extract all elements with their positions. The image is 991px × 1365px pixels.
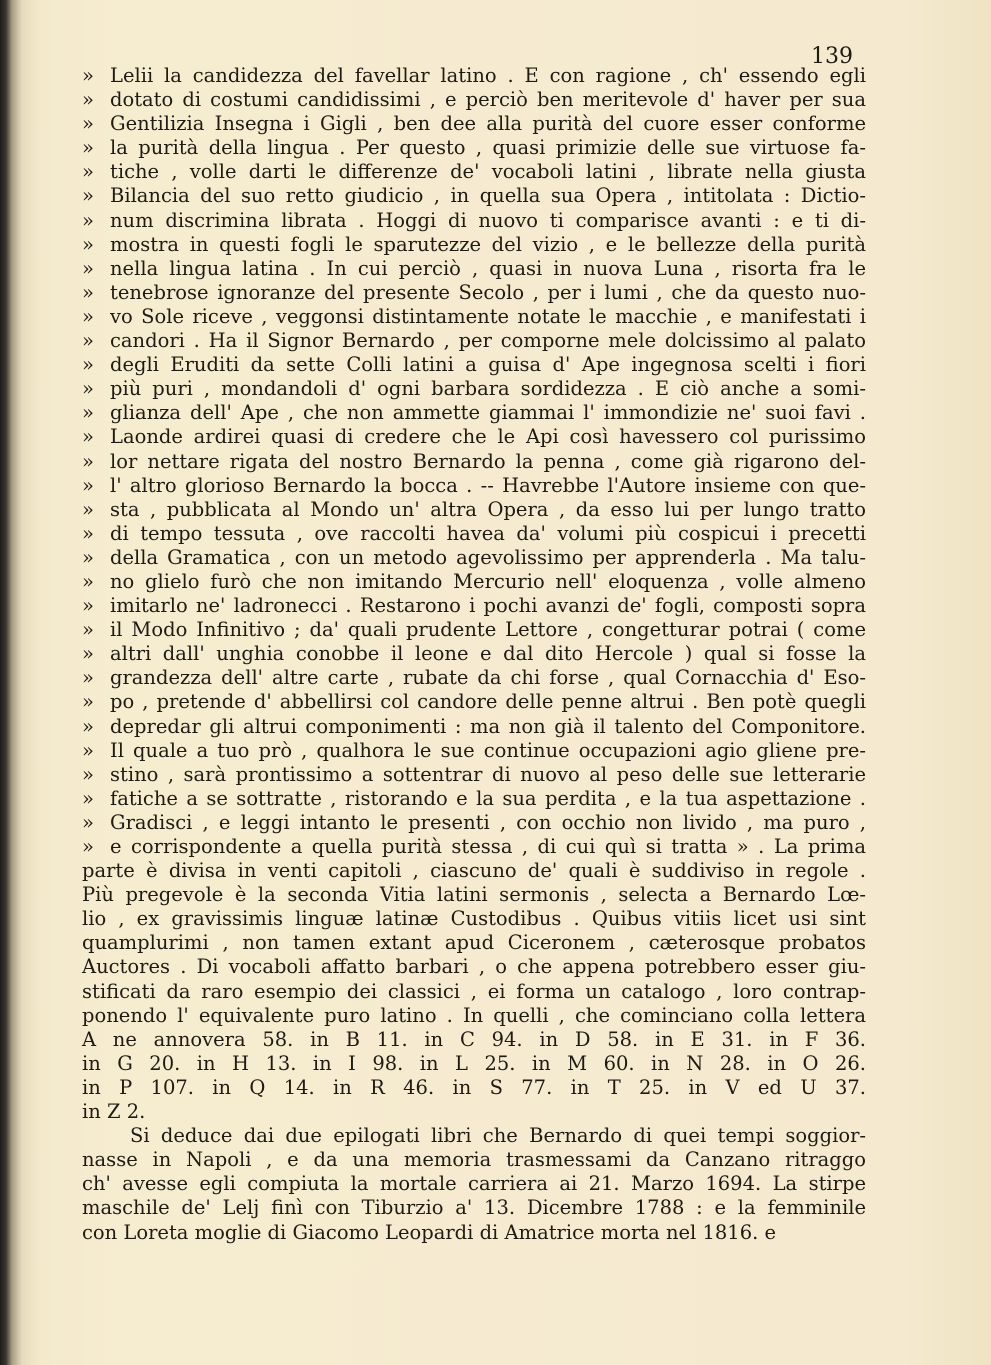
quote-mark: » — [82, 810, 94, 834]
text-line — [82, 1221, 882, 1245]
quote-mark: » — [82, 64, 94, 87]
quote-mark: » — [82, 762, 94, 786]
quote-mark: » — [82, 112, 94, 136]
quote-mark: » — [82, 280, 94, 304]
text-line — [82, 1004, 882, 1028]
line-text: candori . Ha il Signor Bernardo , per comporne mele dolcissimo al palato — [110, 329, 866, 353]
line-text: ponendo l' equivalente puro latino . In quelli , che cominciano colla lettera — [82, 1003, 866, 1027]
line-text: la purità della lingua . Per questo , quasi primizie delle sue virtuose fa- — [110, 136, 866, 160]
text-line — [82, 329, 882, 353]
text-line — [82, 594, 882, 618]
text-line — [82, 763, 882, 787]
text-line — [82, 498, 882, 522]
text-line — [82, 88, 882, 112]
text-line — [82, 377, 882, 401]
text-line — [82, 1076, 882, 1100]
line-text: dotato di costumi candidissimi , e perciò ben meritevole d' haver per sua — [110, 88, 866, 112]
text-line — [82, 666, 882, 690]
text-line — [82, 353, 882, 377]
line-text: no glielo furò che non imitando Mercurio nell' eloquenza , volle almeno — [110, 569, 866, 593]
line-text: lor nettare rigata del nostro Bernardo la penna , come già rigarono del- — [110, 449, 866, 473]
text-line — [82, 715, 882, 739]
quote-mark: » — [82, 594, 94, 618]
line-text: di tempo tessuta , ove raccolti havea da' volumi più cospicui i precetti — [110, 521, 866, 545]
line-text: num discrimina librata . Hoggi di nuovo ti comparisce avanti : e ti di- — [110, 208, 866, 232]
line-text: più puri , mondandoli d' ogni barbara sordidezza . E ciò anche a somi- — [110, 377, 866, 401]
line-text: grandezza dell' altre carte , rubate da chi forse , qual Cornacchia d' Eso- — [110, 666, 866, 690]
text-line — [82, 931, 882, 955]
quote-mark: » — [82, 497, 94, 521]
text-line — [82, 1100, 882, 1124]
quote-mark: » — [82, 184, 94, 208]
line-text: degli Eruditi da sette Colli latini a guisa d' Ape ingegnosa scelti i fiori — [110, 353, 866, 377]
line-text: stino , sarà prontissimo a sottentrar di nuovo al peso delle sue letterarie — [110, 762, 866, 786]
line-text: Gentilizia Insegna i Gigli , ben dee alla purità del cuore esser conforme — [110, 112, 866, 136]
text-line — [82, 281, 882, 305]
text-line — [82, 160, 882, 184]
text-line — [82, 883, 882, 907]
text-line — [82, 1148, 882, 1172]
line-text: glianza dell' Ape , che non ammette giammai l' immondizie ne' suoi favi . — [110, 401, 866, 425]
line-text: mostra in questi fogli le sparutezze del vizio , e le bellezze della purità — [110, 232, 866, 256]
text-line — [82, 305, 882, 329]
quote-mark: » — [82, 786, 94, 810]
text-line — [82, 474, 882, 498]
text-line — [82, 209, 882, 233]
text-line — [82, 136, 882, 160]
line-text: Lelii la candidezza del favellar latino . E con ragione , ch' essendo egli — [110, 64, 866, 87]
line-text: Laonde ardirei quasi di credere che le Api così havessero col purissimo — [110, 425, 866, 449]
text-line — [82, 955, 882, 979]
line-text: Bilancia del suo retto giudicio , in quella sua Opera , intitolata : Dictio- — [110, 184, 866, 208]
quote-mark: » — [82, 208, 94, 232]
line-text: e corrispondente a quella purità stessa , di cui quì si tratta » . La prima — [110, 835, 866, 858]
text-line — [82, 1052, 882, 1076]
page-number: 139 — [811, 44, 853, 69]
line-text: con Loreta moglie di Giacomo Leopardi di Amatrice morta nel 1816. e — [82, 1220, 777, 1244]
quote-mark: » — [82, 377, 94, 401]
line-text: Auctores . Di vocaboli affatto barbari , o che appena potrebbero esser giu- — [82, 955, 866, 979]
text-line — [82, 450, 882, 474]
text-line — [82, 1172, 882, 1196]
line-text: stificati da raro esempio dei classici , ei forma un catalogo , loro contrap- — [82, 979, 866, 1003]
line-text: Il quale a tuo prò , qualhora le sue continue occupazioni agio gliene pre- — [110, 738, 866, 762]
quote-mark: » — [82, 88, 94, 112]
text-line — [82, 112, 882, 136]
text-line — [82, 618, 882, 642]
line-text: altri dall' unghia conobbe il leone e dal dito Hercole ) qual si fosse la — [110, 642, 866, 666]
quote-mark: » — [82, 232, 94, 256]
text-line — [82, 907, 882, 931]
text-line — [82, 233, 882, 257]
line-text: quamplurimi , non tamen extant apud Ciceronem , cæterosque probatos — [82, 931, 866, 955]
line-text: depredar gli altrui componimenti : ma non già il talento del Componitore. — [110, 714, 866, 738]
line-text: vo Sole riceve , veggonsi distintamente notate le macchie , e manifestati i — [110, 304, 866, 328]
quote-mark: » — [82, 618, 94, 642]
quote-mark: » — [82, 690, 94, 714]
line-text: maschile de' Lelj finì con Tiburzio a' 13. Dicembre 1788 : e la femminile — [82, 1196, 866, 1220]
line-text: nasse in Napoli , e da una memoria trasmessami da Canzano ritraggo — [82, 1148, 866, 1172]
line-text: tenebrose ignoranze del presente Secolo , per i lumi , che da questo nuo- — [110, 280, 866, 304]
text-line — [82, 1124, 882, 1148]
line-text: fatiche a se sottratte , ristorando e la sua perdita , e la tua aspettazione . — [110, 786, 866, 810]
line-text: Si deduce dai due epilogati libri che Bernardo di quei tempi soggior- — [130, 1124, 866, 1148]
line-text: po , pretende d' abbellirsi col candore delle penne altrui . Ben potè quegli — [110, 690, 866, 714]
quote-mark: » — [82, 835, 94, 858]
text-line — [82, 1028, 882, 1052]
line-text: imitarlo ne' ladronecci . Restarono i pochi avanzi de' fogli, composti sopra — [110, 594, 866, 618]
text-line — [82, 522, 882, 546]
line-text: Gradisci , e leggi intanto le presenti , con occhio non livido , ma puro , — [110, 810, 866, 834]
text-body — [82, 64, 882, 1245]
quote-mark: » — [82, 473, 94, 497]
text-line — [82, 570, 882, 594]
quote-mark: » — [82, 666, 94, 690]
line-text: l' altro glorioso Bernardo la bocca . -- Havrebbe l'Autore insieme con que- — [110, 473, 866, 497]
quote-mark: » — [82, 738, 94, 762]
line-text: tiche , volle darti le differenze de' vocaboli latini , librate nella giusta — [110, 160, 866, 184]
line-text: il Modo Infinitivo ; da' quali prudente Lettore , congetturar potrai ( come — [110, 618, 866, 642]
text-line — [82, 739, 882, 763]
text-line — [82, 546, 882, 570]
text-line — [82, 401, 882, 425]
quote-mark: » — [82, 425, 94, 449]
text-line — [82, 425, 882, 449]
line-text: in Z 2. — [82, 1100, 146, 1124]
line-text: sta , pubblicata al Mondo un' altra Opera , da esso lui per lungo tratto — [110, 497, 866, 521]
line-text: della Gramatica , con un metodo agevolissimo per apprenderla . Ma talu- — [110, 545, 866, 569]
quote-mark: » — [82, 329, 94, 353]
text-line — [82, 64, 882, 88]
line-text: A ne annovera 58. in B 11. in C 94. in D 58. in E 31. in F 36. — [82, 1027, 866, 1051]
quote-mark: » — [82, 136, 94, 160]
text-line — [82, 787, 882, 811]
quote-mark: » — [82, 449, 94, 473]
quote-mark: » — [82, 160, 94, 184]
text-line — [82, 835, 882, 859]
text-line — [82, 980, 882, 1004]
line-text: nella lingua latina . In cui perciò , quasi in nuova Luna , risorta fra le — [110, 256, 866, 280]
quote-mark: » — [82, 521, 94, 545]
text-line — [82, 859, 882, 883]
text-line — [82, 257, 882, 281]
line-text: in G 20. in H 13. in I 98. in L 25. in M 60. in N 28. in O 26. — [82, 1051, 866, 1075]
line-text: in P 107. in Q 14. in R 46. in S 77. in T 25. in V ed U 37. — [82, 1075, 866, 1099]
quote-mark: » — [82, 714, 94, 738]
quote-mark: » — [82, 353, 94, 377]
quote-mark: » — [82, 545, 94, 569]
quote-mark: » — [82, 401, 94, 425]
line-text: ch' avesse egli compiuta la mortale carriera ai 21. Marzo 1694. La stirpe — [82, 1172, 866, 1196]
text-line — [82, 642, 882, 666]
line-text: Più pregevole è la seconda Vitia latini sermonis , selecta a Bernardo Lœ- — [82, 883, 866, 907]
quote-mark: » — [82, 256, 94, 280]
text-line — [82, 184, 882, 208]
text-line — [82, 811, 882, 835]
line-text: parte è divisa in venti capitoli , ciascuno de' quali è suddiviso in regole . — [82, 859, 866, 883]
quote-mark: » — [82, 304, 94, 328]
quote-mark: » — [82, 642, 94, 666]
line-text: lio , ex gravissimis linguæ latinæ Custodibus . Quibus vitiis licet usi sint — [82, 907, 866, 931]
quote-mark: » — [82, 569, 94, 593]
text-line — [82, 1196, 882, 1220]
text-line — [82, 690, 882, 714]
